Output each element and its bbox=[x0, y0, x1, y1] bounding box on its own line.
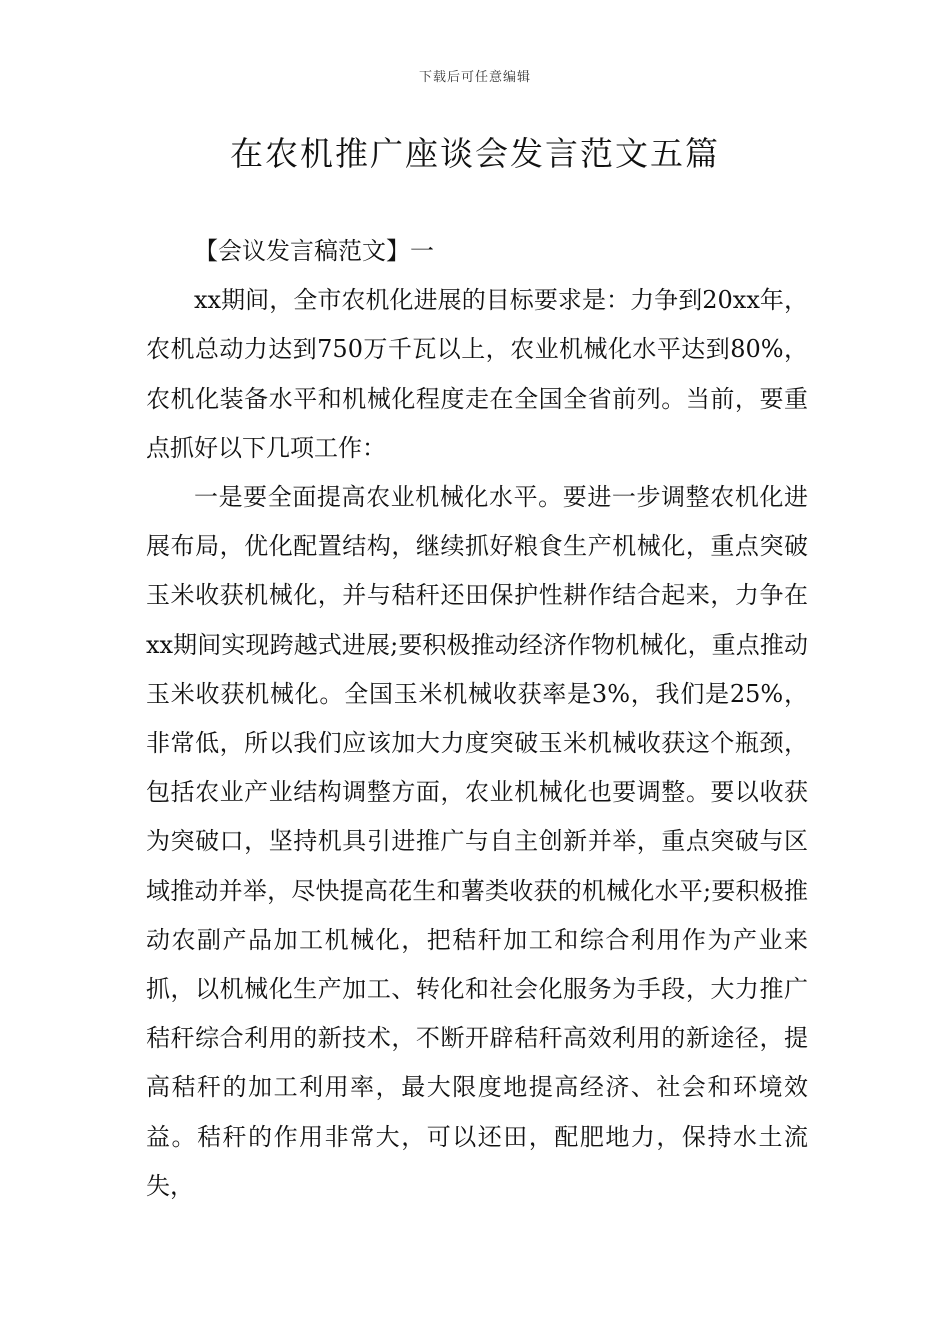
header-note: 下载后可任意编辑 bbox=[418, 70, 531, 85]
paragraph-2: 一是要全面提高农业机械化水平。要进一步调整农机化进展布局，优化配置结构，继续抓好粮食生产机械化，重点突破玉米收获机械化，并与秸秆还田保护性耕作结合起来，力争在xx期间实现跨越式进展;要积极推动经济作物机械化，重点推动玉米收获机械化。全国玉米机械收获率是3%，我们是25%，非常低，所以我们应该加大力度突破玉米机械收获这个瓶颈，包括农业产业结构调整方面，农业机械化也要调整。要以收获为突破口，坚持机具引进推广与自主创新并举，重点突破与区域推动并举，尽快提高花生和薯类收获的机械化水平;要积极推动农副产品加工机械化，把秸秆加工和综合利用作为产业来抓，以机械化生产加工、转化和社会化服务为手段，大力推广秸秆综合利用的新技术，不断开辟秸秆高效利用的新途径，提高秸秆的加工利用率，最大限度地提高经济、社会和环境效益。秸秆的作用非常大，可以还田，配肥地力，保持水土流失， bbox=[146, 483, 808, 1200]
section-heading: 【会议发言稿范文】一 bbox=[194, 237, 434, 265]
document-body bbox=[146, 227, 808, 1211]
paragraph-1: xx期间，全市农机化进展的目标要求是：力争到20xx年，农机总动力达到750万千瓦以上，农业机械化水平达到80%，农机化装备水平和机械化程度走在全国全省前列。当前，要重点抓好以下几项工作： bbox=[146, 286, 808, 462]
document-title: 在农机推广座谈会发言范文五篇 bbox=[230, 134, 720, 173]
